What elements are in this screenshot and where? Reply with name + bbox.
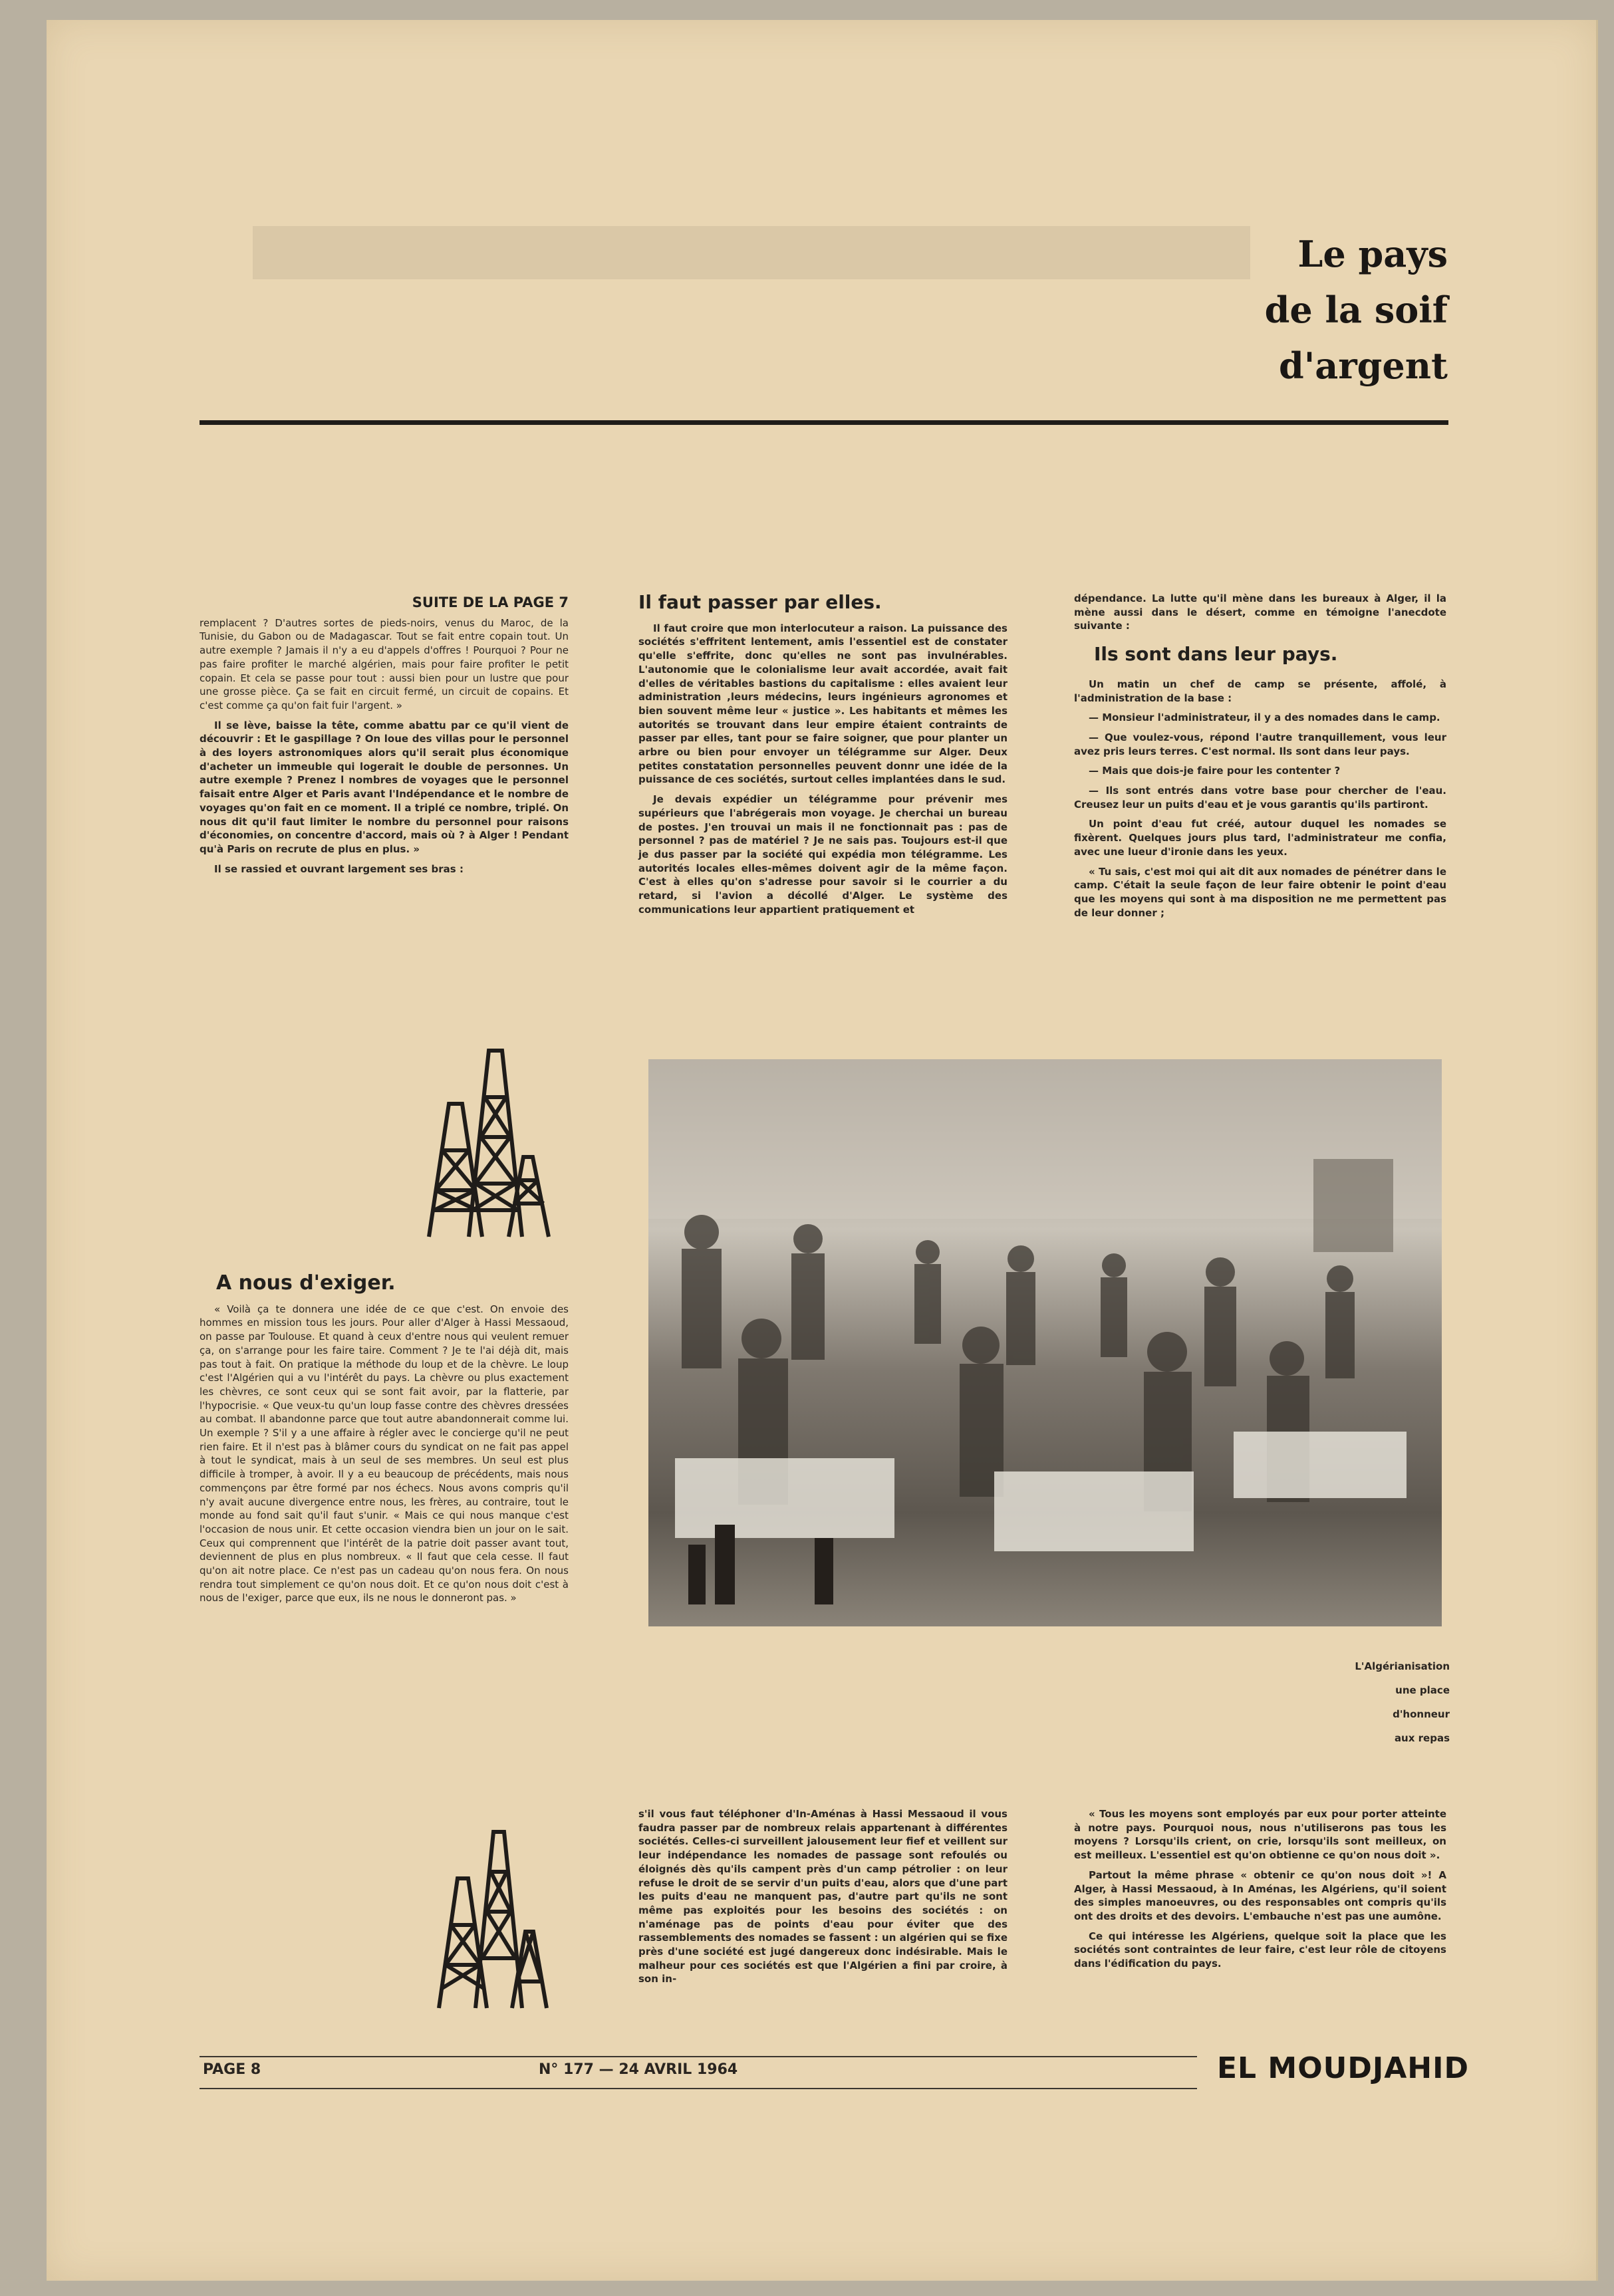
col2-para-1: Il faut croire que mon interlocuteur a raison. La puissance des sociétés s'effritent lentement, amis l'essentiel est de constater qu'elle s'effrite, donc qu'elles ne sont pas invulnérables. L'autonomie que le colonialisme leur avait accordée, avait fait d'elles de véritables bastions du capitalisme : elles avaient leur administration ,leurs médecins, leurs ingénieurs agronomes et bien souvent même leur « justice ». Les habitants et mêmes les autorités se trouvant dans leur empire étaient contraints de passer par elles, tant pour se faire soigner, que pour planter un arbre ou bien pour envoyer un télégramme sur Alger. Deux petites constatation personnelles peuvent donnr une idée de la puissance de ces sociétés, surtout celles implantées dans le sud. bbox=[638, 622, 1008, 786]
col3-para-5: — Ils sont entrés dans votre base pour chercher de l'eau. Creusez leur un puits d'eau et je vous garantis qu'ils partiront. bbox=[1074, 785, 1446, 811]
column-3-bottom bbox=[1074, 1807, 1446, 1977]
col2b-para-1: s'il vous faut téléphoner d'In-Aménas à Hassi Messaoud il vous faudra passer par de nombreux relais appartenant à différentes sociétés. Celles-ci surveillent jalousement leur fief et veillent sur leur indépendance les nomades de passage sont refoulés ou éloignés dès qu'ils campent près d'un camp pétrolier : on leur refuse le droit de se servir d'un puits d'eau, alors que d'une part les puits d'eau ne manquent pas, d'autre part qu'ils ne sont même pas exploités pour les besoins des sociétés : on n'aménage pas de points d'eau pour éviter que des rassemblements des nomades se fassent : un algérien qui se fixe près d'une société est jugé dangereux donc indésirable. Mais le malheur pour ces sociétés est que l'Algérien a fini par croire, à son in- bbox=[638, 1808, 1008, 1985]
photo-crowd-illustration bbox=[648, 1059, 1442, 1626]
photo-caption bbox=[1250, 1654, 1450, 1750]
section-heading-pays: Ils sont dans leur pays. bbox=[1094, 643, 1338, 666]
col3-para-6: Un point d'eau fut créé, autour duquel les nomades se fixèrent. Quelques jours plus tard, l'administrateur me confia, avec une lueur d'ironie dans les yeux. bbox=[1074, 818, 1446, 858]
section-heading-exiger: A nous d'exiger. bbox=[216, 1271, 396, 1295]
banquet-photo bbox=[648, 1059, 1442, 1626]
oil-derrick-illustration-small bbox=[426, 1825, 552, 2011]
col3-para-3: — Que voulez-vous, répond l'autre tranquillement, vous leur avez pris leurs terres. C'est normal. Ils sont dans leur pays. bbox=[1074, 731, 1446, 757]
title-rule bbox=[200, 420, 1448, 425]
column-3-top bbox=[1074, 592, 1446, 926]
col1-para-3: Il se rassied et ouvrant largement ses bras : bbox=[214, 862, 464, 875]
article-title bbox=[1265, 226, 1448, 394]
title-line-3: d'argent bbox=[1278, 344, 1448, 387]
col3b-para-1: « Tous les moyens sont employés par eux pour porter atteinte à notre pays. Pourquoi nous, nous n'utiliserons pas tous les moyens ? Lorsqu'ils crient, on crie, lorsqu'ils sont meilleux, on est meilleux. L'essentiel est qu'on obtienne ce qu'on nous doit ». bbox=[1074, 1808, 1446, 1862]
section-heading-passer: Il faut passer par elles. bbox=[638, 591, 882, 613]
column-1-bottom bbox=[200, 1271, 569, 1611]
caption-line-3: d'honneur bbox=[1393, 1708, 1450, 1720]
title-line-1: Le pays bbox=[1297, 233, 1448, 275]
continued-heading: SUITE DE LA PAGE 7 bbox=[412, 594, 569, 610]
col3-para-4: — Mais que dois-je faire pour les contenter ? bbox=[1089, 765, 1341, 777]
issue-date: N° 177 — 24 AVRIL 1964 bbox=[539, 2061, 738, 2078]
col1b-para-1: « Voilà ça te donnera une idée de ce que c'est. On envoie des hommes en mission tous les jours. Pour aller d'Alger à Hassi Messaoud, on passe par Toulouse. Et quand à ceux d'entre nous qui veulent remuer ça, on s'arrange pour les faire taire. Comment ? Je te l'ai déjà dit, mais pas tout à fait. On pratique la méthode du loup et de la chèvre. Le loup c'est l'Algérien qui a vu l'intérêt du pays. La chèvre ou plus exactement les chèvres, ce sont ceux qui se sont fait avoir, par la flatterie, par l'hypocrisie. « Que veux-tu qu'un loup fasse contre des chèvres dressées au combat. Il abandonne parce que tout autre abandonnerait comme lui. Un exemple ? S'il y a une affaire à régler avec le concierge qu'il ne peut rien faire. Et il n'est pas à blâmer cours du syndicat on ne fait pas appel à tout le syndicat, mais à un seul de ses membres. Un seul est plus difficile à tromper, à avoir. Il y a eu beaucoup de précédents, mais nous commençons par être formé par nos échecs. Nous avons compris qu'il n'y avait aucune divergence entre nous, les frères, au contraire, tout le monde au fond sait qu'il faut s'unir. « Mais ce qui nous manque c'est l'occasion de nous unir. Et cette occasion viendra bien un jour on le sait. Ceux qui comprennent que l'intérêt de la patrie doit passer avant tout, deviennent de plus en plus nombreux. « Il faut que cela cesse. Il faut qu'on ait notre place. Ce n'est pas un cadeau qu'on nous fera. On nous rendra tout simplement ce qu'on nous doit. Et ce qu'on nous doit c'est à nous de l'exiger, parce que eux, ils ne nous le donneront pas. » bbox=[200, 1303, 569, 1604]
bleed-through-shadow bbox=[253, 226, 1250, 279]
page-number: PAGE 8 bbox=[203, 2061, 261, 2078]
caption-line-4: aux repas bbox=[1394, 1732, 1450, 1744]
newspaper-brand: EL MOUDJAHID bbox=[1217, 2051, 1469, 2085]
col3-para-1: Un matin un chef de camp se présente, affolé, à l'administration de la base : bbox=[1074, 678, 1446, 704]
col3-para-2: — Monsieur l'administrateur, il y a des nomades dans le camp. bbox=[1089, 711, 1440, 724]
col1-para-2: Il se lève, baisse la tête, comme abattu par ce qu'il vient de découvrir : Et le gaspillage ? On loue des villas pour le personnel à des loyers astronomiques alors qu'il serait plus économique d'acheter un immeuble qui logerait le double de personnes. Un autre exemple ? Prenez l nombres de voyages que le personnel faisait entre Alger et Paris avant l'Indépendance et le nombre de voyages qu'on fait en ce moment. Il a triplé ce nombre, triplé. On nous dit qu'il faut limiter le nombre du personnel pour raisons d'économies, on concentre d'accord, mais où ? à Alger ! Pendant qu'à Paris on recrute de plus en plus. » bbox=[200, 719, 569, 855]
column-2-bottom bbox=[638, 1807, 1008, 1992]
footer-rule-bottom bbox=[200, 2088, 1197, 2089]
column-1-top bbox=[200, 596, 569, 882]
column-2-top bbox=[638, 591, 1008, 922]
col2-para-2: Je devais expédier un télégramme pour prévenir mes supérieurs que l'abrégerais mon voyage. Je cherchai un bureau de postes. J'en trouvai un mais il ne fonctionnait pas : pas de personnel ? pas de matériel ? Je ne sais pas. Toujours est-il que je dus passer par la société qui expédia mon télégramme. Les autorités locales elles-mêmes doivent agir de la même façon. C'est à elles qu'on s'adresse pour savoir si le courrier a du retard, si l'avion a décollé d'Alger. Le système des communications leur appartient pratiquement et bbox=[638, 793, 1008, 916]
col3b-para-2: Partout la même phrase « obtenir ce qu'on nous doit »! A Alger, à Hassi Messaoud, à In Aménas, les Algériens, qu'il soient des simples manoeuvres, ou des responsables ont compris qu'ils ont des droits et des devoirs. L'embauche n'est pas une aumône. bbox=[1074, 1868, 1446, 1922]
oil-derrick-illustration bbox=[409, 1037, 555, 1240]
title-line-2: de la soif bbox=[1264, 289, 1448, 331]
col3-intro: dépendance. La lutte qu'il mène dans les bureaux à Alger, il la mène aussi dans le désert, comme en témoigne l'anecdote suivante : bbox=[1074, 592, 1446, 632]
col3b-para-3: Ce qui intéresse les Algériens, quelque soit la place que les sociétés sont contraintes de leur faire, c'est leur rôle de citoyens dans l'édification du pays. bbox=[1074, 1930, 1446, 1970]
col1-para-1: remplacent ? D'autres sortes de pieds-noirs, venus du Maroc, de la Tunisie, du Gabon ou de Madagascar. Tout se fait entre copain tout. Un autre exemple ? Jamais il n'y a eu d'appels d'offres ! Pourquoi ? Pour ne pas faire profiter le marché algérien, mais pour faire profiter le petit copain. Et cela se passe pour tout : aussi bien pour un lustre que pour une grosse pièce. Ça se fait en circuit fermé, un circuit de copains. Et c'est comme ça qu'on fait fuir l'argent. » bbox=[200, 616, 569, 711]
footer-rule-top bbox=[200, 2056, 1197, 2057]
caption-line-2: une place bbox=[1395, 1684, 1450, 1696]
caption-line-1: L'Algérianisation bbox=[1355, 1660, 1450, 1672]
col3-para-7: « Tu sais, c'est moi qui ait dit aux nomades de pénétrer dans le camp. C'était la seule façon de leur faire obtenir le point d'eau que les moyens qui sont à ma disposition ne me permettent pas de leur donner ; bbox=[1074, 865, 1446, 919]
